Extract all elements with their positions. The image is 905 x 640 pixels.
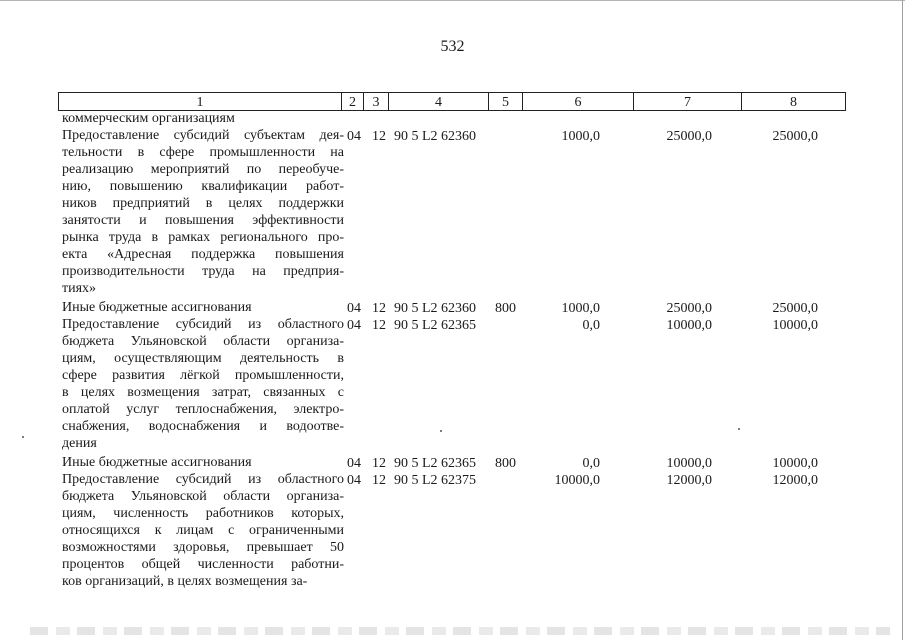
row-c6-value: 0,0 (582, 456, 600, 471)
description-line: тельности в сфере промышленности на (62, 145, 344, 161)
row-c2-value: 04 (347, 129, 361, 145)
page-top-edge (0, 0, 905, 1)
description-line: оплатой услуг теплоснабжения, электро- (62, 402, 344, 418)
header-col-1: 1 (59, 93, 342, 110)
row-description (62, 471, 344, 590)
description-line: коммерческим организациям (62, 111, 235, 126)
description-line: Иные бюджетные ассигнования (62, 300, 252, 316)
row-c7-value: 25000,0 (666, 301, 712, 317)
description-line: Предоставление субсидий субъектам дея- (62, 128, 344, 144)
description-line: бюджета Ульяновской области организа- (62, 489, 344, 505)
description-line: относящихся к лицам с ограниченными (62, 523, 344, 539)
description-line: производительности труда на предприя- (62, 264, 344, 280)
row-c3-value: 12 (372, 456, 386, 471)
row-c3-value: 12 (372, 129, 386, 145)
description-line: нию, повышению квалификации работ- (62, 179, 344, 195)
description-line: Предоставление субсидий из областного (62, 317, 344, 333)
row-c7-value: 25000,0 (666, 129, 712, 145)
page-number: 532 (440, 38, 465, 55)
description-line: бюджета Ульяновской области организа- (62, 334, 344, 350)
description-line: снабжения, водоснабжения и водоотве- (62, 419, 344, 435)
row-description (62, 299, 344, 316)
row-c3-value: 12 (372, 301, 386, 317)
header-col-3: 3 (364, 93, 389, 110)
row-c6-value: 10000,0 (554, 473, 600, 489)
description-line: рынка труда в рамках регионального про- (62, 230, 344, 246)
description-line: возможностями здоровья, превышает 50 (62, 540, 344, 556)
row-description (62, 454, 344, 471)
row-c3-value: 12 (372, 318, 386, 334)
row-c7-value: 10000,0 (666, 318, 712, 334)
row-c8-value: 25000,0 (772, 301, 818, 317)
description-line: в целях возмещения затрат, связанных с (62, 385, 344, 401)
row-c4-value: 90 5 L2 62360 (394, 301, 477, 317)
row-c3-value: 12 (372, 473, 386, 489)
description-line: сфере развития лёгкой промышленности, (62, 368, 344, 384)
header-col-4: 4 (389, 93, 489, 110)
row-c7-value: 12000,0 (666, 473, 712, 489)
description-line: занятости и повышения эффективности (62, 213, 344, 229)
row-c5-value: 800 (495, 301, 516, 317)
scan-speck (738, 428, 740, 430)
description-line: Иные бюджетные ассигнования (62, 455, 252, 470)
row-c8-value: 10000,0 (772, 456, 818, 471)
row-c7-value: 10000,0 (666, 456, 712, 471)
row-c2-value: 04 (347, 301, 361, 317)
row-c4-value: 90 5 L2 62365 (394, 318, 477, 334)
row-description (62, 127, 344, 297)
page-right-edge (902, 0, 903, 640)
row-c8-value: 12000,0 (772, 473, 818, 489)
description-line: дения (62, 436, 97, 452)
row-c2-value: 04 (347, 318, 361, 334)
row-c4-value: 90 5 L2 62375 (394, 473, 477, 489)
row-c6-value: 1000,0 (561, 129, 600, 145)
scan-speck (22, 436, 24, 438)
header-col-5: 5 (489, 93, 523, 110)
scan-artifact (30, 627, 890, 635)
header-col-6: 6 (523, 93, 634, 110)
row-c4-value: 90 5 L2 62360 (394, 129, 477, 145)
row-c6-value: 0,0 (582, 318, 600, 334)
description-line: ков организаций, в целях возмещения за- (62, 574, 308, 590)
description-line: циям, численность работников которых, (62, 506, 344, 522)
header-col-8: 8 (790, 95, 797, 110)
row-description (62, 110, 344, 127)
description-line: ников предприятий в целях поддержки (62, 196, 344, 212)
row-c2-value: 04 (347, 473, 361, 489)
description-line: тиях» (62, 281, 97, 297)
description-line: екта «Адресная поддержка повышения (62, 247, 344, 263)
description-line: циям, осуществляющим деятельность в (62, 351, 344, 367)
row-c6-value: 1000,0 (561, 301, 600, 317)
row-description (62, 316, 344, 452)
row-c2-value: 04 (347, 456, 361, 471)
row-c8-value: 25000,0 (772, 129, 818, 145)
row-c8-value: 10000,0 (772, 318, 818, 334)
description-line: процентов общей численности работни- (62, 557, 344, 573)
header-col-7: 7 (634, 93, 742, 110)
table-header-row (58, 92, 846, 111)
row-c4-value: 90 5 L2 62365 (394, 456, 477, 471)
description-line: Предоставление субсидий из областного (62, 472, 344, 488)
scan-speck (440, 430, 442, 432)
header-col-2: 2 (342, 93, 364, 110)
description-line: реализацию мероприятий по переобуче- (62, 162, 344, 178)
row-c5-value: 800 (495, 456, 516, 471)
